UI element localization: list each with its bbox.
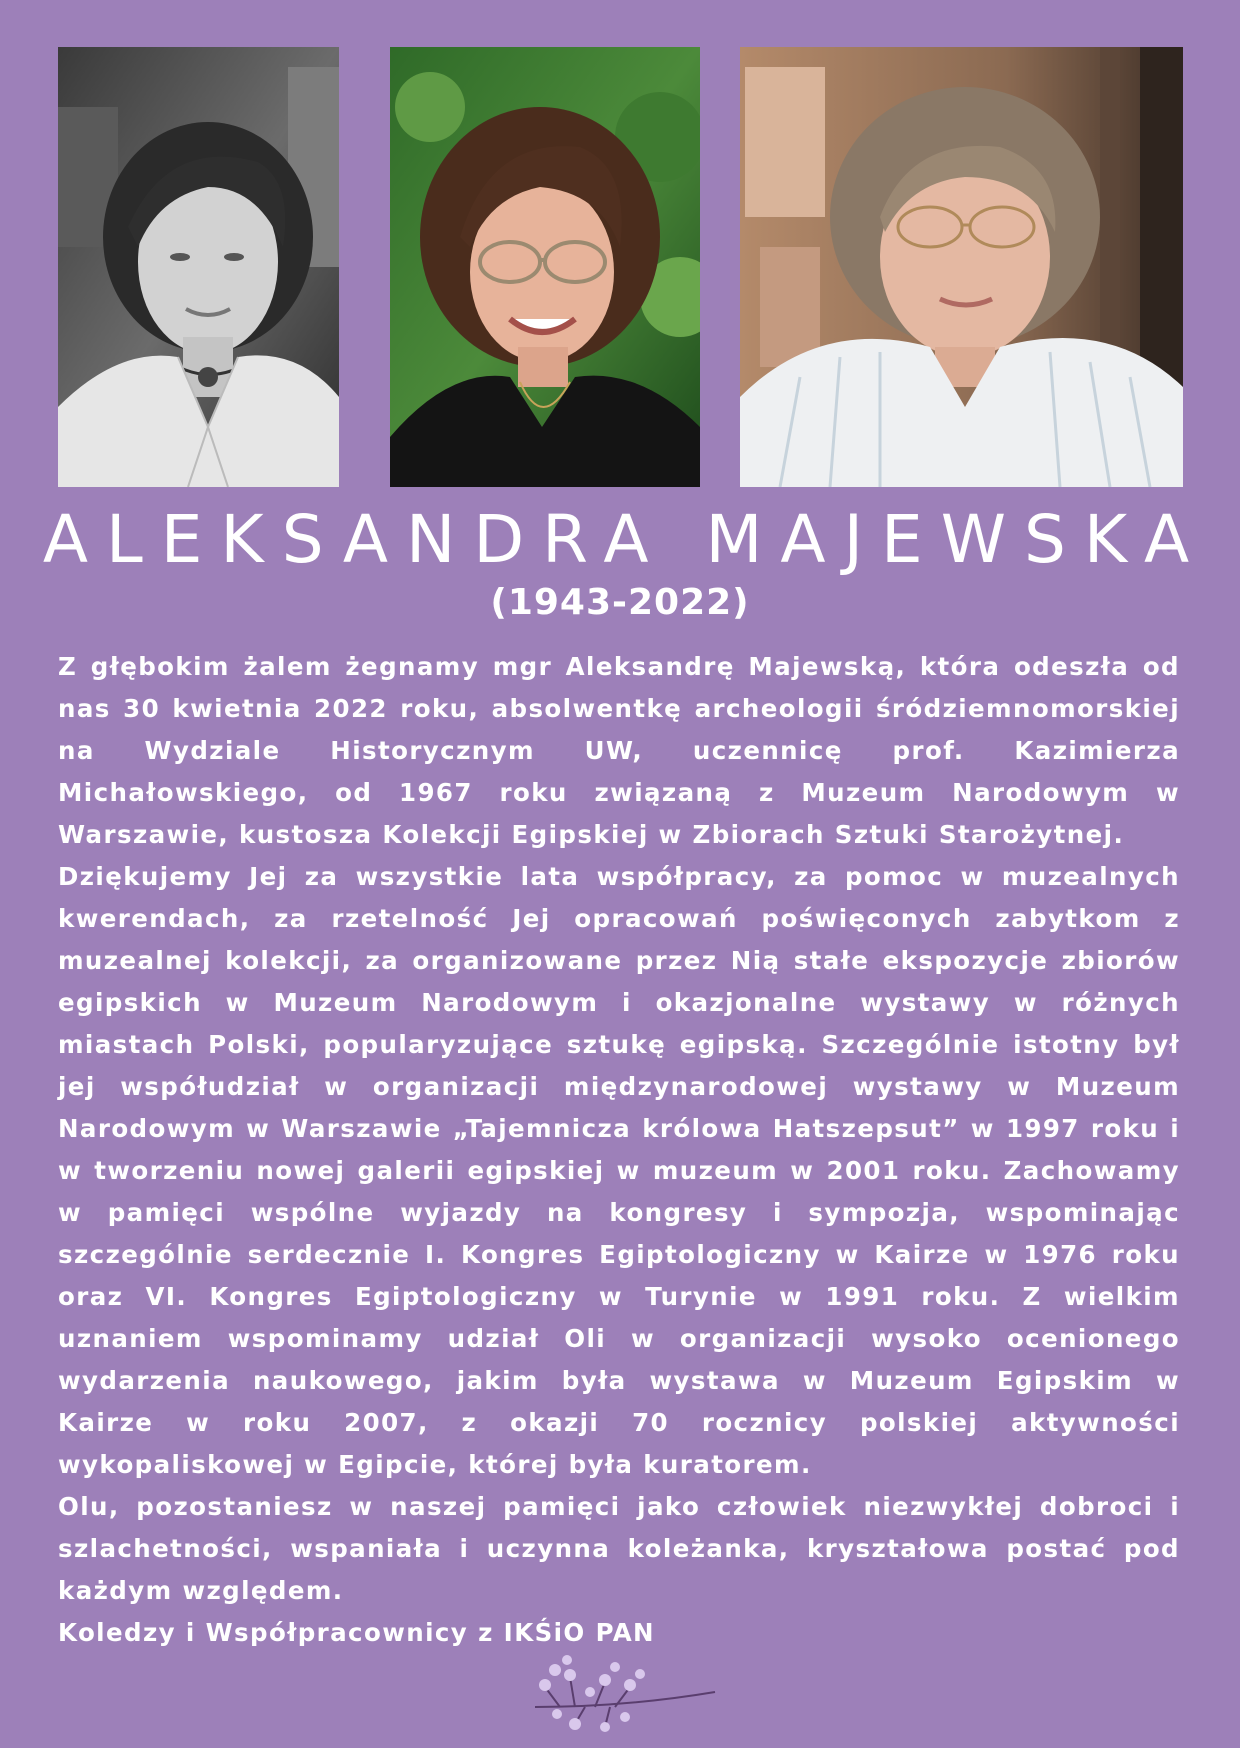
paragraph-farewell: Olu, pozostaniesz w naszej pamięci jako człowiek niezwykłej dobroci i szlachetności, wspaniała i uczynna koleżanka, kryształowa postać pod każdym względem. [58,1492,1180,1605]
paragraph-intro: Z głębokim żalem żegnamy mgr Aleksandrę Majewską, która odeszła od nas 30 kwietnia 2022 roku, absolwentkę archeologii śródziemnomorskiej na Wydziale Historycznym UW, uczennicę prof. Kazimierza Michałowskiego, od 1967 roku związaną z Muzeum Narodowym w Warszawie, kustosza Kolekcji Egipskiej w Zbiorach Sztuki Starożytnej. [58,652,1180,849]
life-dates: (1943-2022) [490,582,750,623]
portrait-photo-indoor [740,47,1183,487]
memorial-text [58,646,1180,1654]
portrait-photo-green-background [390,47,700,487]
person-name-heading: ALEKSANDRA MAJEWSKA [42,501,1208,578]
paragraph-thanks: Dziękujemy Jej za wszystkie lata współpracy, za pomoc w muzealnych kwerendach, za rzetelność Jej opracowań poświęconych zabytkom z muzealnej kolekcji, za organizowane przez Nią stałe ekspozycje zbiorów egipskich w Muzeum Narodowym i okazjonalne wystawy w różnych miastach Polski, popularyzujące sztukę egipską. Szczególnie istotny był jej współudział w organizacji międzynarodowej wystawy w Muzeum Narodowym w Warszawie „Tajemnicza królowa Hatszepsut” w 1997 roku i w tworzeniu nowej galerii egipskiej w muzeum w 2001 roku. Zachowamy w pamięci wspólne wyjazdy na kongresy i sympozja, wspominając szczególnie serdecznie I. Kongres Egiptologiczny w Kairze w 1976 roku oraz VI. Kongres Egiptologiczny w Turynie w 1991 roku. Z wielkim uznaniem wspominamy udział Oli w organizacji wysoko ocenionego wydarzenia naukowego, jakim była wystawa w Muzeum Egipskim w Kairze w roku 2007, z okazji 70 rocznicy polskiej aktywności wykopaliskowej w Egipcie, której była kuratorem. [58,862,1180,1479]
portrait-photo-black-and-white [58,47,339,487]
signature: Koledzy i Współpracownicy z IKŚiO PAN [58,1618,655,1647]
flower-sprig-icon [515,1652,725,1732]
